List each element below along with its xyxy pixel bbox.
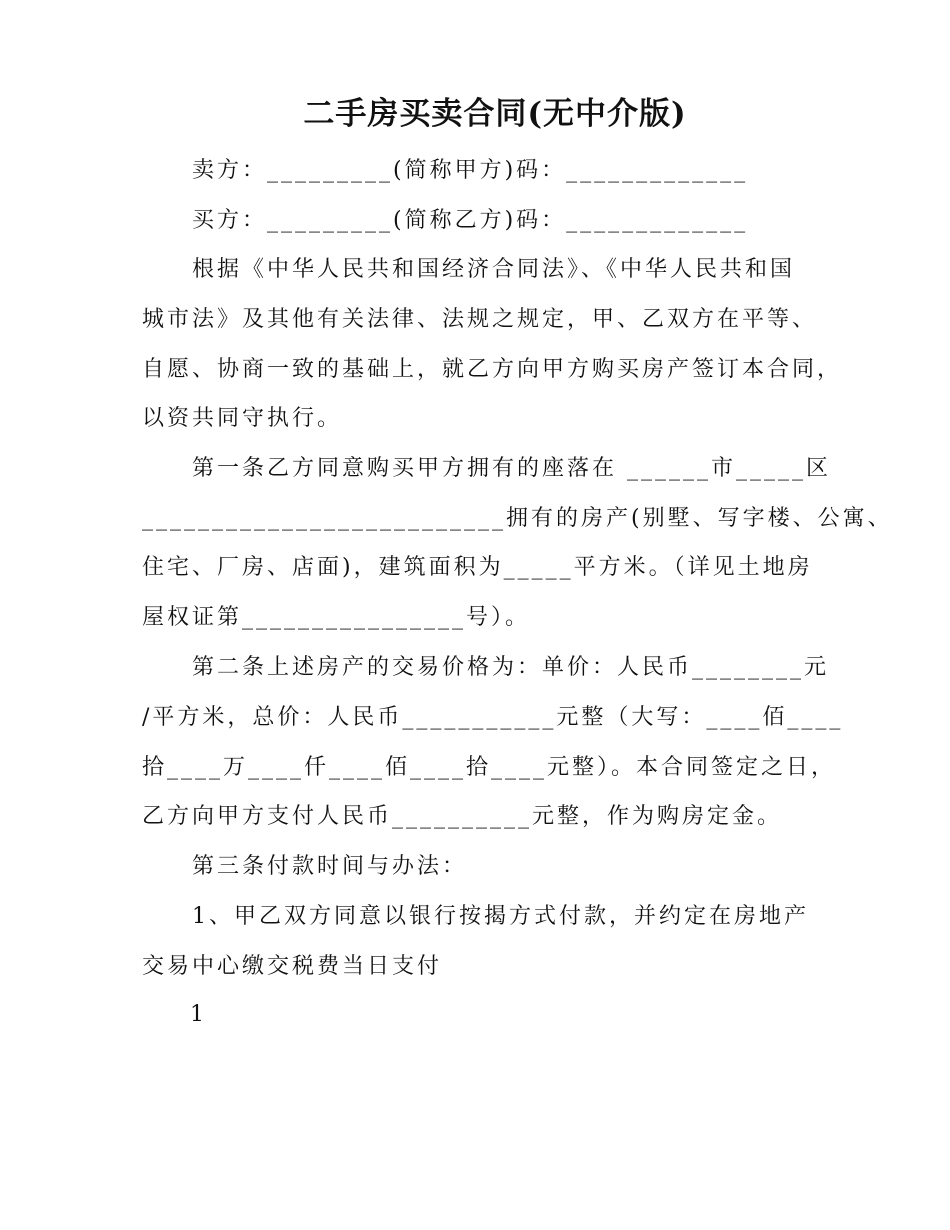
preamble-line-2: 城市法》及其他有关法律、法规之规定，甲、乙双方在平等、 xyxy=(142,307,818,332)
article3-item1-line-1: 1、甲乙双方同意以银行按揭方式付款，并约定在房地产 xyxy=(192,904,809,929)
page-number: 1 xyxy=(190,1002,204,1027)
article2-line-1: 第二条上述房产的交易价格为：单价：人民币________元 xyxy=(192,655,830,680)
document-title: 二手房买卖合同(无中介版) xyxy=(303,96,687,132)
article1-line-3: 住宅、厂房、店面)，建筑面积为_____平方米。（详见土地房 xyxy=(142,555,813,580)
article3-item1-line-2: 交易中心缴交税费当日支付 xyxy=(142,954,443,979)
article2-line-4: 乙方向甲方支付人民币__________元整，作为购房定金。 xyxy=(142,804,783,829)
article2-line-2: /平方米，总价：人民币___________元整（大写：____佰____ xyxy=(142,705,844,730)
article1-line-4: 屋权证第________________号）。 xyxy=(142,605,531,630)
article3-heading: 第三条付款时间与办法： xyxy=(192,854,468,879)
article1-line-1: 第一条乙方同意购买甲方拥有的座落在 ______市_____区 xyxy=(192,456,831,481)
preamble-line-4: 以资共同守执行。 xyxy=(142,406,343,431)
article1-line-2: __________________________拥有的房产(别墅、写字楼、公寓、 xyxy=(142,506,893,531)
preamble-line-3: 自愿、协商一致的基础上，就乙方向甲方购买房产签订本合同， xyxy=(142,357,843,382)
preamble-line-1: 根据《中华人民共和国经济合同法》、《中华人民共和国 xyxy=(192,257,796,282)
buyer-line: 买方：_________(简称乙方)码：_____________ xyxy=(192,208,749,233)
article2-line-3: 拾____万____仟____佰____拾____元整）。本合同签定之日， xyxy=(142,755,837,780)
seller-line: 卖方：_________(简称甲方)码：_____________ xyxy=(192,158,749,183)
